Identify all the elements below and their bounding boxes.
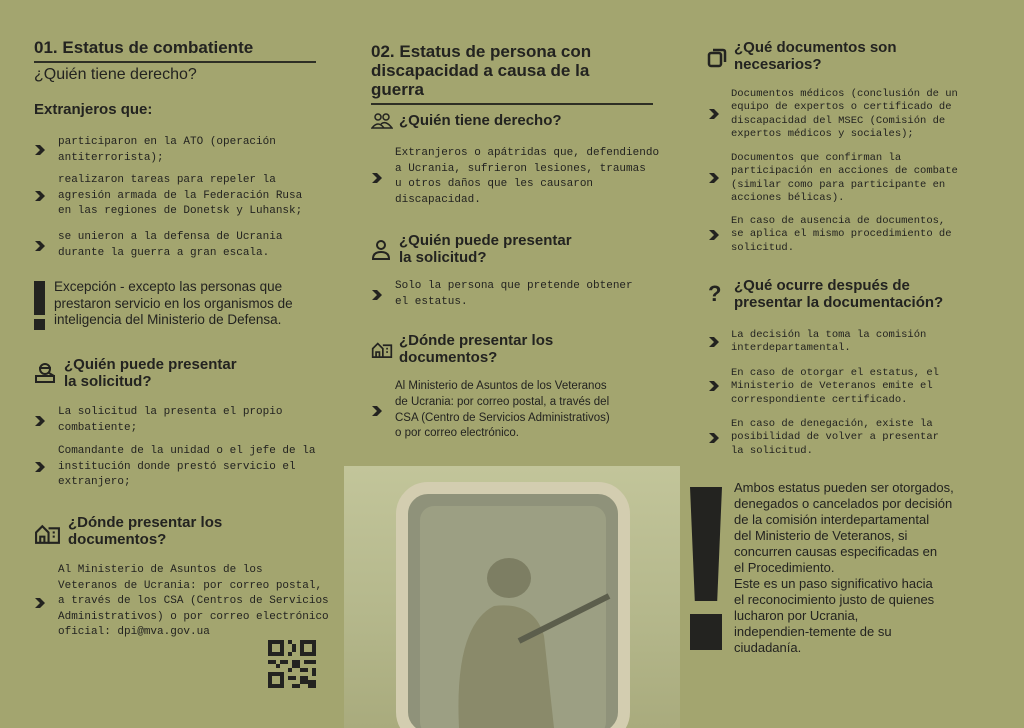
chevron-right-icon [371, 172, 383, 184]
heading-who-apply: ¿Quién puede presentar la solicitud? [64, 356, 237, 390]
chevron-right-icon [34, 461, 46, 473]
chevron-right-icon [34, 144, 46, 156]
who-right-text: Extranjeros o apátridas que, defendiendo a Ucrania, sufrieron lesiones, traumas u otros daños que les causaron discapacidad. [395, 147, 660, 206]
section-title-combatant: 01. Estatus de combatiente [34, 38, 254, 57]
heading-who-right: ¿Quién tiene derecho? [399, 112, 562, 129]
list-item: En caso de otorgar el estatus, el Ministerio de Veteranos emite el correspondiente certificado. [731, 367, 939, 406]
list-item: La solicitud la presenta el propio combatiente; [58, 406, 283, 434]
list-item: realizaron tareas para repeler la agresión armada de la Federación Rusa en las regiones de Donetsk y Luhansk; [58, 174, 303, 217]
question-icon: ? [708, 281, 722, 306]
people-icon [371, 113, 393, 129]
heading-where: ¿Dónde presentar los documentos? [399, 332, 554, 366]
list-item: En caso de denegación, existe la posibilidad de volver a presentar la solicitud. [731, 418, 939, 457]
chevron-right-icon [708, 336, 720, 348]
list-item: Documentos médicos (conclusión de un equipo de expertos o certificado de discapacidad del MSEC (Comisión de expertos médicos y sociales); [731, 88, 958, 140]
chevron-right-icon [708, 229, 720, 241]
chevron-right-icon [708, 380, 720, 392]
divider [371, 103, 653, 105]
chevron-right-icon [34, 597, 46, 609]
section-title-disability: 02. Estatus de persona con discapacidad a causa de la guerra [371, 42, 592, 99]
building-icon [34, 523, 61, 544]
list-item: En caso de ausencia de documentos, se aplica el mismo procedimiento de solicitud. [731, 215, 952, 254]
soldier-icon [34, 362, 56, 384]
list-item: La decisión la toma la comisión interdepartamental. [731, 329, 927, 355]
exclamation-dot [34, 319, 45, 330]
building-icon [371, 341, 393, 358]
final-note: Ambos estatus pueden ser otorgados, denegados o cancelados por decisión de la comisión interdepartamental del Ministerio de Veteranos, si concurren causas especificadas en el Procedimiento. Este es un paso significativo hacia el reconocimiento justo de quienes lucharon por Ucrania, independien-temente de su ciudadanía. [734, 480, 954, 655]
heading-who-apply: ¿Quién puede presentar la solicitud? [399, 232, 572, 266]
soldier-phone-photo [344, 466, 680, 728]
heading-where: ¿Dónde presentar los documentos? [68, 514, 223, 548]
chevron-right-icon [34, 190, 46, 202]
heading-documents: ¿Qué documentos son necesarios? [734, 39, 897, 73]
heading-after: ¿Qué ocurre después de presentar la documentación? [734, 277, 944, 311]
chevron-right-icon [371, 289, 383, 301]
lead-foreigners: Extranjeros que: [34, 101, 153, 118]
chevron-right-icon [34, 415, 46, 427]
documents-icon [707, 48, 727, 68]
qr-code[interactable] [268, 640, 316, 688]
chevron-right-icon [708, 108, 720, 120]
list-item: se unieron a la defensa de Ucrania durante la guerra a gran escala. [58, 231, 283, 259]
where-text: Al Ministerio de Asuntos de los Veteranos de Ucrania: por correo postal, a través del CSA (Centro de Servicios Administrativos) o por correo electrónico. [395, 380, 610, 440]
person-icon [371, 239, 391, 261]
subtitle-who-right: ¿Quién tiene derecho? [34, 66, 197, 83]
who-apply-text: Solo la persona que pretende obtener el estatus. [395, 280, 633, 308]
list-item: participaron en la ATO (operación antiterrorista); [58, 136, 276, 164]
where-text: Al Ministerio de Asuntos de los Veteranos de Ucrania: por correo postal, a través de los CSA (Centros de Servicios Administrativos) o por correo electrónico oficial: dpi@mva.gov.ua [58, 564, 329, 638]
chevron-right-icon [708, 432, 720, 444]
exception-note: Excepción - excepto las personas que prestaron servicio en los organismos de inteligencia del Ministerio de Defensa. [54, 279, 293, 327]
exclamation-dot [690, 614, 722, 650]
divider [34, 61, 316, 63]
exclamation-icon [34, 281, 45, 315]
chevron-right-icon [34, 240, 46, 252]
chevron-right-icon [371, 405, 383, 417]
list-item: Comandante de la unidad o el jefe de la institución donde prestó servicio el extranjero; [58, 445, 316, 488]
list-item: Documentos que confirman la participación en acciones de combate (similar como para participante en acciones bélicas). [731, 152, 958, 204]
exclamation-icon [690, 487, 722, 601]
chevron-right-icon [708, 172, 720, 184]
